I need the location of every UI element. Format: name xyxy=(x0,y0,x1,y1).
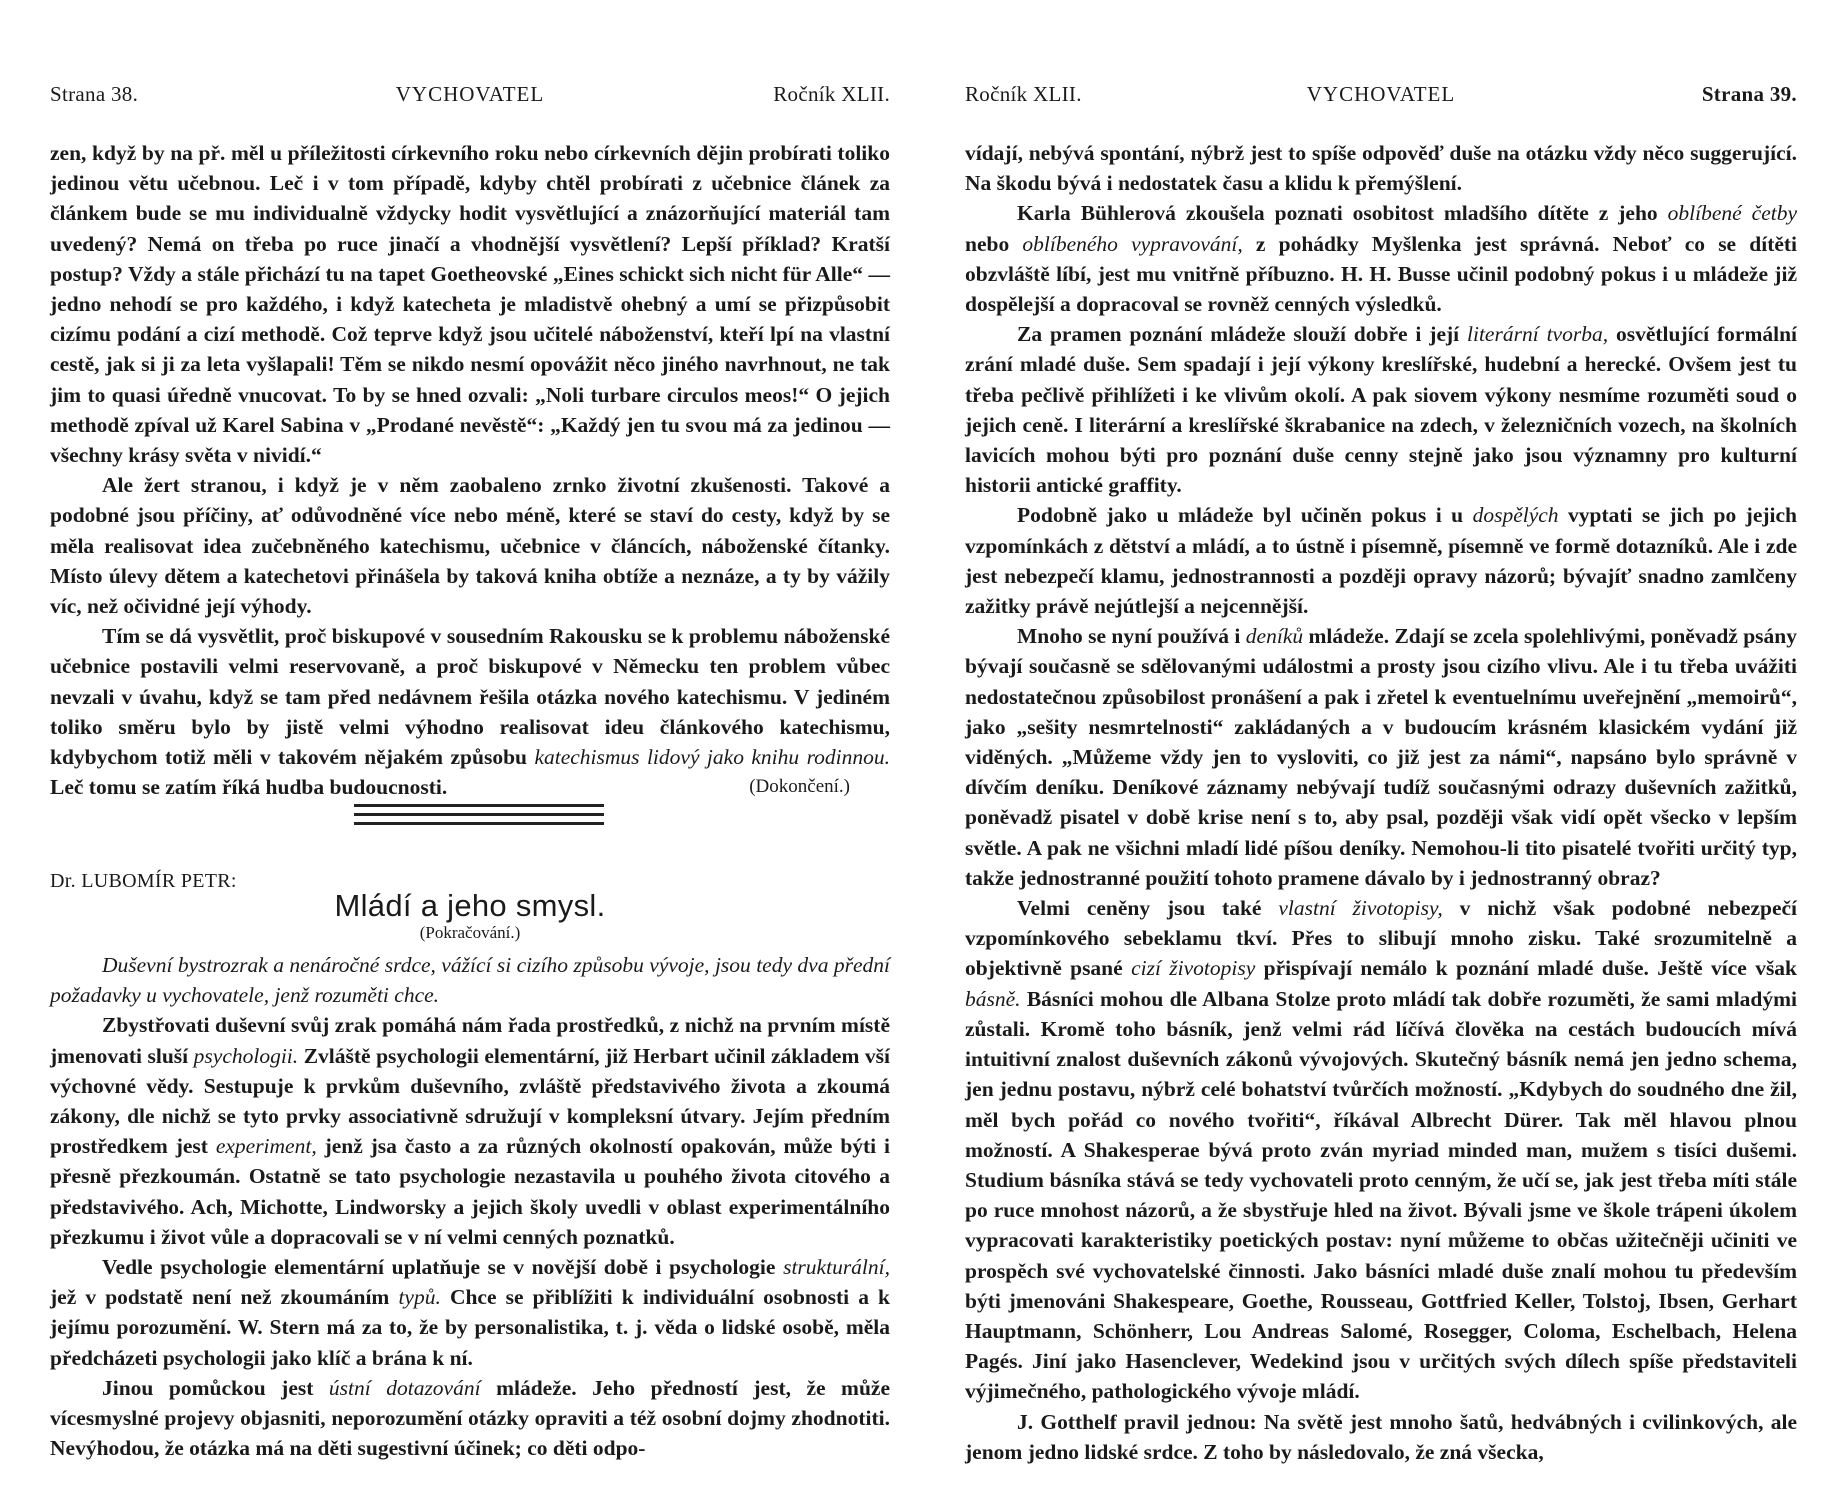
right-volume: Ročník XLII. xyxy=(965,82,1082,106)
right-page xyxy=(965,0,1797,1500)
continued-note: (Pokračování.) xyxy=(419,923,521,942)
left-journal-title: VYCHOVATEL xyxy=(395,82,545,106)
paragraph: vídají, nebývá spontání, nýbrž jest to spíše odpověď duše na otázku vždy něco suggerující. Na škodu bývá i nedostatek času a klidu k přemýšlení. xyxy=(965,141,1797,196)
right-running-head xyxy=(965,82,1797,112)
right-column xyxy=(965,138,1797,1467)
paragraph: Tím se dá vysvětlit, proč biskupové v sousedním Rakousku se k problemu náboženské učebnice postavili velmi reservovaně, a proč biskupové v Německu ten problem vůbec nevzali v úvahu, když se tam před nedávnem řešila otázka nového katechismu. V jediném toliko směru bylo by jistě velmi výhodno realisovat ideu článkového katechismu, kdybychom totiž měli v takovém nějakém způsobu katechismus lidový jako knihu rodinnou. Leč tomu se zatím říká hudba budoucnosti. (Dokončení.) xyxy=(50,621,890,802)
paragraph: Podobně jako u mládeže byl učiněn pokus i u dospělých vyptati se jich po jejich vzpomínkách z dětství a mládí, a to ústně i písemně, písemně ve formě dotazníků. Ale i zde jest nebezpečí klamu, jednostrannosti a později opravy názorů; bývajíť snadno zamlčeny zažitky právě nejútlejší a nejcennější. xyxy=(965,503,1797,619)
left-column-article xyxy=(50,950,890,1463)
left-column-top xyxy=(50,138,890,802)
paragraph: J. Gotthelf pravil jednou: Na světě jest mnoho šatů, hedvábných i cvilinkových, ale jenom jedno lidské srdce. Z toho by následovalo, že zná všecka, xyxy=(965,1409,1797,1464)
paragraph: Za pramen poznání mládeže slouží dobře i její literární tvorba, osvětlující formální zrání mladé duše. Sem spadají i její výkony kreslířské, hudební a herecké. Ovšem jest tu třeba pečlivě přihlížeti i ke vlivům okolí. A pak siovem výkony nesmíme rozuměti soud o jejich ceně. I literární a kreslířské škrabanice na zdech, v železničních vozech, na školních lavicích mohou býti pro poznání duše cenny stejně jako jsou významny pro kulturní historii antické graffity. xyxy=(965,322,1798,498)
paragraph: Velmi ceněny jsou také vlastní životopisy, v nichž však podobné nebezpečí vzpomínkového sebeklamu tkví. Přes to slibují mnoho zisku. Také srozumitelně a objektivně psané cizí životopisy přispívají nemálo k poznání mladé duše. Ještě více však básně. Básníci mohou dle Albana Stolze proto mládí tak dobře rozuměti, že sami mladými zůstali. Kromě toho básník, jenž velmi rád líčívá člověka na cestách budoucích mívá intuitivní znalost duševních zákonů vývojových. Skutečný básník nemá jen jedno schema, jen jednu postavu, nýbrž celé bohatství tvůrčích možností. „Kdybych do soudného dne žil, měl bych pořád co nového tvořiti“, říkával Albrecht Dürer. Tak měl hlavou plnou možností. A Shakesperae bývá proto zván myriad minded man, mužem s tisíci dušemi. Studium básníka stává se tedy vychovateli proto cenným, že učí se, jak jest třeba míti stále po ruce mnohost názorů, a že sbystřuje hled na život. Bývali jsme ve škole trápeni úkolem vypracovati karakteristiky poetických postav: nyní můžeme to občas užitečněji učiniti ve prospěch své vychovatelské činnosti. Jako básníci mladé duše znalí mohou tu především býti jmenováni Shakespeare, Goethe, Rousseau, Gottfried Keller, Tolstoj, Ibsen, Gerhart Hauptmann, Schönherr, Lou Andreas Salomé, Rosegger, Coloma, Eschelbach, Helena Pagés. Jiní jako Hasenclever, Wedekind jsou v určitých svých dílech spíše představiteli výjimečného, pathologického vývoje mládí. xyxy=(965,896,1798,1404)
right-page-number: Strana 39. xyxy=(1701,82,1797,106)
paragraph: zen, když by na př. měl u příležitosti církevního roku nebo církevních dějin probírati toliko jedinou větu učebnou. Leč i v tom případě, kdyby chtěl probírati z učebnice článek za článkem bude se mu individualně vždycky hodit vysvětlující a znázorňující materiál tam uvedený? Nemá on třeba po ruce jinačí a vhodnější vysvětlení? Lepší příklad? Kratší postup? Vždy a stále přichází tu na tapet Goetheovské „Eines schickt sich nicht für Alle“ — jedno nehodí se pro každého, i když katecheta je mladistvě ohebný a umí se přizpůsobit cizímu podání a cizí methodě. Což teprve když jsou učitelé náboženství, kteří lpí na vlastní cestě, jak si ji za leta vyšlapali! Těm se nikdo nesmí opovážit něco jiného navrhnout, ne tak jim to quasi úředně vnucovat. To by se hned ozvali: „Noli turbare circulos meos!“ O jejich methodě zpíval už Karel Sabina v „Prodané nevěstě“: „Každý jen tu svou má za jedinou — všechny krásy světa v nividí.“ xyxy=(50,141,890,468)
left-page-number: Strana 38. xyxy=(50,82,139,106)
left-volume: Ročník XLII. xyxy=(773,82,890,106)
left-running-head xyxy=(50,82,890,112)
left-page xyxy=(50,0,890,1500)
article-title: Mládí a jeho smysl. xyxy=(334,888,606,923)
right-journal-title: VYCHOVATEL xyxy=(1306,82,1456,106)
paragraph: Karla Bühlerová zkoušela poznati osobitost mladšího dítěte z jeho oblíbené četby nebo oblíbeného vypravování, z pohádky Myšlenka jest správná. Neboť co se dítěti obzvláště líbí, jest mu vnitřně příbuzno. H. H. Busse učinil podobný pokus i u mládeže již dospělejší a dopracoval se rovněž cenných výsledků. xyxy=(965,201,1798,317)
italic-phrase: katechismus lidový jako knihu rodinnou. xyxy=(534,745,890,770)
lead-paragraph: Duševní bystrozrak a nenáročné srdce, vážící si cizího způsobu vývoje, jsou tedy dva přední požadavky u vychovatele, jenž rozuměti chce. xyxy=(50,953,890,1008)
paragraph: Ale žert stranou, i když je v něm zaobaleno zrnko životní zkušenosti. Takové a podobné jsou příčiny, ať odůvodněné více nebo méně, které se staví do cesty, když by se měla realisovat idea zučebněného katechismu, učebnice v článcích, náboženské čítanky. Místo úlevy dětem a katechetovi přinášela by taková kniha obtíže a neznáze, a ty by vážily víc, než očividné její výhody. xyxy=(50,473,890,619)
paragraph: Jinou pomůckou jest ústní dotazování mládeže. Jeho předností jest, že může vícesmyslné projevy objasniti, neporozumění otázky opraviti a též osobní dojmy zhodnotiti. Nevýhodou, že otázka má na děti sugestivní účinek; co děti odpo- xyxy=(50,1375,891,1461)
article-author: Dr. LUBOMÍR PETR: xyxy=(50,870,237,892)
paragraph: Vedle psychologie elementární uplatňuje se v novější době i psychologie strukturální, jež v podstatě není než zkoumáním typů. Chce se přiblížiti k individuální osobnosti a k jejímu porozumění. W. Stern má za to, že by personalistika, t. j. věda o lidské osobě, měla předcházeti psychologii jako klíč a brána k ní. xyxy=(50,1255,891,1370)
paragraph: Zbystřovati duševní svůj zrak pomáhá nám řada prostředků, z nichž na prvním místě jmenovati sluší psychologii. Zvláště psychologii elementární, již Herbart učinil základem vší výchovné vědy. Sestupuje k prvkům duševního, zvláště představivého života a zkoumá zákony, dle nichž se tyto prvky associativně sdružují v kompleksní útvary. Jejím předním prostředkem jest experiment, jenž jsa často a za různých okolností opakován, může býti i přesně přezkoumán. Ostatně se tato psychologie nezastavila u pouhého života citového a představivého. Ach, Michotte, Lindworsky a jejich školy uvedli v oblast experimentálního přezkumu i život vůle a dopracovali se v ní velmi cenných poznatků. xyxy=(50,1013,890,1249)
triple-rule-divider xyxy=(354,804,604,826)
concluded-mark: (Dokončení.) xyxy=(749,776,850,798)
paragraph: Mnoho se nyní používá i deníků mládeže. Zdají se zcela spolehlivými, poněvadž psány bývají současně se sdělovanými událostmi a prosty jsou cizího vlivu. Ale i tu třeba uvážiti nedostatečnou způsobilost pronášení a pak i zřetel k eventuelnímu uveřejnění „memoirů“, jako „sešity nesmrtelnosti“ zakládaných a v budoucím krásném klasickém vydání již viděných. „Můžeme vždy jen to vysloviti, co již jest za námi“, napsáno bylo správně v dívčím deníku. Deníkové záznamy nebývají tudíž současnými odrazy duševních zažitků, poněvadž pisatel v době krise není s to, aby psal, později však vidí opět všecko v lepším světle. A pak ne všichni mladí lidé píšou deníky. Nemohou-li tito pisatelé tvořiti určitý typ, takže jednostranné použití tohoto pramene dávalo by i jednostranný obraz? xyxy=(965,624,1798,890)
